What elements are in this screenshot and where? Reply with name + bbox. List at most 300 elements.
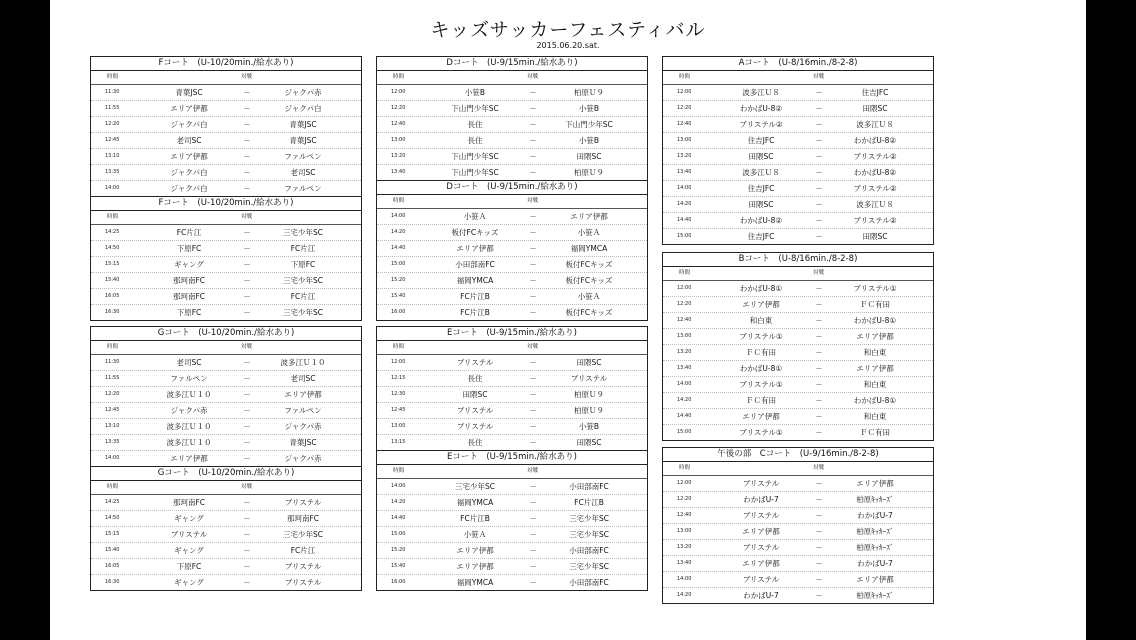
home-team: 那珂南FC (172, 292, 206, 301)
away-team: FC片江 (290, 546, 316, 555)
away-team: ジャクパ赤 (284, 454, 322, 463)
match-time: 16:30 (105, 579, 120, 585)
home-team: 三宅少年SC (455, 482, 495, 491)
away-team: 小笹B (578, 104, 600, 113)
home-team: エリア伊都 (742, 527, 780, 536)
match-row (663, 409, 933, 425)
match-row (377, 575, 647, 590)
versus-dash: － (243, 244, 251, 253)
match-time: 11:55 (105, 105, 120, 111)
match-time: 14:25 (105, 499, 120, 505)
match-time: 15:40 (391, 563, 406, 569)
match-row (377, 371, 647, 387)
versus-dash: － (815, 543, 823, 552)
match-column-label: 対戦 (241, 214, 253, 220)
match-time: 15:00 (677, 429, 692, 435)
versus-dash: － (529, 168, 537, 177)
versus-dash: － (815, 88, 823, 97)
schedule-sheet (50, 0, 1086, 640)
away-team: 三宅少年SC (283, 276, 323, 285)
away-team: ブリステル (284, 498, 322, 507)
versus-dash: － (243, 184, 251, 193)
match-time: 16:00 (391, 309, 406, 315)
versus-dash: － (815, 168, 823, 177)
versus-dash: － (815, 396, 823, 405)
match-time: 14:00 (391, 483, 406, 489)
away-team: 三宅少年SC (569, 530, 609, 539)
versus-dash: － (243, 530, 251, 539)
match-time: 14:50 (105, 515, 120, 521)
match-row (91, 85, 361, 101)
away-team: ブリステル② (853, 152, 897, 161)
versus-dash: － (815, 591, 823, 600)
home-team: ブリステル (742, 511, 780, 520)
match-time: 13:10 (105, 153, 120, 159)
match-time: 14:20 (677, 397, 692, 403)
away-team: 小田部南FC (569, 482, 609, 491)
home-team: ブリステル (456, 358, 494, 367)
match-row (663, 377, 933, 393)
versus-dash: － (243, 358, 251, 367)
home-team: 長住 (467, 438, 483, 447)
away-team: ジャクパ赤 (284, 88, 322, 97)
home-team: 福岡YMCA (456, 578, 494, 587)
away-team: エリア伊都 (570, 212, 608, 221)
versus-dash: － (815, 559, 823, 568)
match-column-label: 対戦 (527, 198, 539, 204)
versus-dash: － (815, 316, 823, 325)
away-team: 波多江Ｕ１０ (280, 358, 326, 367)
match-column-label: 対戦 (813, 74, 825, 80)
home-team: エリア伊都 (456, 244, 494, 253)
match-row (663, 297, 933, 313)
court-d-table (376, 56, 648, 321)
versus-dash: － (243, 276, 251, 285)
home-team: 和白東 (749, 316, 773, 325)
match-row (663, 361, 933, 377)
match-row (91, 511, 361, 527)
page-title: キッズサッカーフェスティバル (430, 19, 706, 41)
match-row (91, 355, 361, 371)
away-team: 柏原ｷｯｶｰｽﾞ (856, 591, 894, 600)
match-time: 15:20 (391, 277, 406, 283)
home-team: ブリステル (742, 575, 780, 584)
column-header-row (377, 195, 647, 209)
match-time: 12:00 (391, 359, 406, 365)
versus-dash: － (243, 292, 251, 301)
home-team: ブリステル② (739, 120, 783, 129)
home-team: 板付FCキッズ (451, 228, 499, 237)
versus-dash: － (815, 511, 823, 520)
home-team: 住吉JFC (747, 232, 775, 241)
home-team: ギャング (174, 578, 204, 587)
match-row (377, 403, 647, 419)
match-row (663, 345, 933, 361)
time-column-label: 時間 (393, 198, 405, 204)
home-team: 小笹Ａ (463, 530, 487, 539)
time-column-label: 時間 (107, 344, 119, 350)
column-header-row (91, 211, 361, 225)
versus-dash: － (815, 428, 823, 437)
home-team: 田隈SC (748, 152, 774, 161)
versus-dash: － (243, 438, 251, 447)
home-team: 下山門少年SC (451, 168, 499, 177)
versus-dash: － (529, 260, 537, 269)
match-time: 12:40 (677, 512, 692, 518)
home-team: 老司SC (176, 358, 202, 367)
versus-dash: － (815, 184, 823, 193)
match-row (91, 225, 361, 241)
versus-dash: － (815, 284, 823, 293)
versus-dash: － (243, 454, 251, 463)
versus-dash: － (243, 498, 251, 507)
court-header: Aコート (U-8/16min./8-2-8) (663, 57, 933, 71)
away-team: 柏原Ｕ９ (574, 168, 604, 177)
away-team: ブリステル② (853, 184, 897, 193)
home-team: エリア伊都 (170, 104, 208, 113)
time-column-label: 時間 (679, 465, 691, 471)
versus-dash: － (243, 578, 251, 587)
match-row (91, 575, 361, 590)
column-header-row (377, 341, 647, 355)
match-time: 12:40 (677, 121, 692, 127)
away-team: わかばU-8② (853, 136, 897, 145)
match-row (663, 313, 933, 329)
versus-dash: － (815, 527, 823, 536)
match-time: 16:05 (105, 293, 120, 299)
home-team: ギャング (174, 514, 204, 523)
home-team: わかばU-8② (739, 104, 783, 113)
home-team: ギャング (174, 260, 204, 269)
court-header: Eコート (U-9/15min./給水あり) (377, 450, 647, 465)
home-team: 長住 (467, 374, 483, 383)
away-team: 三宅少年SC (569, 562, 609, 571)
away-team: ブリステル (284, 562, 322, 571)
versus-dash: － (243, 152, 251, 161)
versus-dash: － (529, 374, 537, 383)
match-row (377, 225, 647, 241)
home-team: ギャング (174, 546, 204, 555)
home-team: ブリステル (170, 530, 208, 539)
home-team: わかばU-7 (743, 591, 779, 600)
away-team: 柏原Ｕ９ (574, 390, 604, 399)
versus-dash: － (243, 136, 251, 145)
match-row (377, 209, 647, 225)
match-row (377, 419, 647, 435)
away-team: 老司SC (290, 374, 316, 383)
home-team: 波多江Ｕ１０ (166, 390, 212, 399)
match-time: 13:35 (105, 439, 120, 445)
away-team: 小笹Ａ (577, 228, 601, 237)
match-list (377, 479, 647, 590)
match-time: 14:00 (677, 381, 692, 387)
versus-dash: － (529, 390, 537, 399)
versus-dash: － (243, 546, 251, 555)
match-row (663, 181, 933, 197)
match-list (91, 85, 361, 196)
match-row (377, 543, 647, 559)
match-time: 12:40 (391, 121, 406, 127)
match-time: 14:50 (105, 245, 120, 251)
match-row (377, 305, 647, 320)
versus-dash: － (529, 136, 537, 145)
home-team: 波多江Ｕ１０ (166, 422, 212, 431)
away-team: エリア伊都 (856, 479, 894, 488)
versus-dash: － (243, 308, 251, 317)
match-time: 13:20 (677, 153, 692, 159)
home-team: わかばU-8② (739, 216, 783, 225)
home-team: エリア伊都 (742, 559, 780, 568)
home-team: 那珂南FC (172, 276, 206, 285)
match-time: 15:00 (677, 233, 692, 239)
away-team: ブリステル (570, 374, 608, 383)
home-team: 波多江Ｕ８ (742, 168, 780, 177)
column-header-row (377, 465, 647, 479)
away-team: 和白東 (863, 348, 887, 357)
versus-dash: － (243, 422, 251, 431)
versus-dash: － (529, 244, 537, 253)
match-time: 15:00 (391, 261, 406, 267)
court-header: Gコート (U-10/20min./給水あり) (91, 327, 361, 341)
versus-dash: － (815, 479, 823, 488)
match-time: 16:30 (105, 309, 120, 315)
court-e-table (376, 326, 648, 591)
match-row (91, 273, 361, 289)
match-row (377, 165, 647, 180)
match-row (91, 117, 361, 133)
home-team: 小田部南FC (455, 260, 495, 269)
home-team: 青葉JSC (175, 88, 203, 97)
court-a-table (662, 56, 934, 245)
away-team: ファルペン (284, 184, 322, 193)
match-time: 13:40 (677, 169, 692, 175)
match-row (91, 101, 361, 117)
home-team: ブリステル (456, 422, 494, 431)
match-row (663, 85, 933, 101)
versus-dash: － (243, 228, 251, 237)
versus-dash: － (529, 530, 537, 539)
time-column-label: 時間 (393, 74, 405, 80)
away-team: 三宅少年SC (283, 308, 323, 317)
court-header: Bコート (U-8/16min./8-2-8) (663, 253, 933, 267)
match-row (663, 229, 933, 244)
time-column-label: 時間 (107, 74, 119, 80)
away-team: 田隈SC (862, 104, 888, 113)
match-row (91, 289, 361, 305)
versus-dash: － (815, 104, 823, 113)
match-time: 13:40 (677, 365, 692, 371)
time-column-label: 時間 (393, 468, 405, 474)
match-list (663, 85, 933, 244)
match-row (91, 543, 361, 559)
match-time: 13:00 (391, 137, 406, 143)
home-team: ブリステル① (739, 380, 783, 389)
match-row (91, 387, 361, 403)
match-row (663, 556, 933, 572)
time-column-label: 時間 (107, 214, 119, 220)
versus-dash: － (529, 292, 537, 301)
match-row (663, 281, 933, 297)
away-team: わかばU-8② (853, 168, 897, 177)
match-column-label: 対戦 (241, 74, 253, 80)
match-time: 16:05 (105, 563, 120, 569)
home-team: 田隈SC (462, 390, 488, 399)
match-row (377, 495, 647, 511)
match-time: 14:40 (391, 515, 406, 521)
versus-dash: － (529, 422, 537, 431)
home-team: 下山門少年SC (451, 152, 499, 161)
match-list (91, 495, 361, 590)
match-time: 12:00 (391, 89, 406, 95)
away-team: 和白東 (863, 380, 887, 389)
match-row (663, 524, 933, 540)
home-team: 小笹B (464, 88, 486, 97)
versus-dash: － (529, 406, 537, 415)
versus-dash: － (815, 412, 823, 421)
match-time: 12:20 (677, 496, 692, 502)
away-team: 小田部南FC (569, 578, 609, 587)
court-header: Fコート (U-10/20min./給水あり) (91, 57, 361, 71)
home-team: エリア伊都 (170, 152, 208, 161)
away-team: 下原FC (290, 260, 316, 269)
away-team: 福岡YMCA (570, 244, 608, 253)
home-team: 那珂南FC (172, 498, 206, 507)
home-team: ファルペン (170, 374, 208, 383)
home-team: 下原FC (176, 308, 202, 317)
match-time: 13:00 (677, 333, 692, 339)
away-team: ブリステル② (853, 216, 897, 225)
home-team: ジャクパ白 (170, 120, 208, 129)
away-team: エリア伊都 (856, 332, 894, 341)
away-team: ＦＣ有田 (860, 428, 890, 437)
match-row (377, 85, 647, 101)
home-team: ブリステル① (739, 428, 783, 437)
column-header-row (91, 341, 361, 355)
home-team: わかばU-7 (743, 495, 779, 504)
match-time: 13:20 (677, 544, 692, 550)
column-header-row (91, 71, 361, 85)
match-row (91, 403, 361, 419)
match-row (91, 559, 361, 575)
match-time: 15:15 (105, 531, 120, 537)
versus-dash: － (243, 514, 251, 523)
versus-dash: － (815, 380, 823, 389)
match-row (377, 257, 647, 273)
match-list (377, 355, 647, 450)
match-row (91, 133, 361, 149)
match-time: 14:00 (677, 185, 692, 191)
match-time: 13:20 (391, 153, 406, 159)
home-team: ジャクパ赤 (170, 406, 208, 415)
column-header-row (377, 71, 647, 85)
away-team: ファルペン (284, 406, 322, 415)
match-row (377, 289, 647, 305)
match-row (91, 435, 361, 451)
away-team: 小笹B (578, 136, 600, 145)
match-row (91, 305, 361, 320)
versus-dash: － (243, 104, 251, 113)
match-row (377, 387, 647, 403)
match-row (663, 540, 933, 556)
versus-dash: － (529, 514, 537, 523)
column-header-row (663, 71, 933, 85)
match-row (377, 559, 647, 575)
match-time: 13:00 (677, 137, 692, 143)
versus-dash: － (529, 546, 537, 555)
home-team: 下山門少年SC (451, 104, 499, 113)
away-team: エリア伊都 (284, 390, 322, 399)
match-time: 14:20 (391, 499, 406, 505)
match-column-label: 対戦 (813, 270, 825, 276)
court-f-table (90, 56, 362, 321)
match-list (377, 85, 647, 180)
match-row (663, 572, 933, 588)
home-team: 下原FC (176, 244, 202, 253)
match-row (91, 495, 361, 511)
court-header: Dコート (U-9/15min./給水あり) (377, 57, 647, 71)
away-team: FC片江B (574, 498, 604, 507)
column-header-row (663, 462, 933, 476)
court-header: 午後の部 Cコート (U-9/16min./8-2-8) (663, 448, 933, 462)
match-time: 14:40 (391, 245, 406, 251)
home-team: ブリステル (456, 406, 494, 415)
match-time: 15:40 (105, 277, 120, 283)
away-team: 青葉JSC (289, 136, 317, 145)
match-row (377, 241, 647, 257)
match-time: 14:00 (105, 455, 120, 461)
home-team: エリア伊都 (456, 562, 494, 571)
match-row (377, 355, 647, 371)
match-row (91, 527, 361, 543)
away-team: ブリステル① (853, 284, 897, 293)
versus-dash: － (815, 364, 823, 373)
away-team: 波多江Ｕ８ (856, 120, 894, 129)
match-column-label: 対戦 (241, 484, 253, 490)
match-row (663, 149, 933, 165)
match-time: 13:00 (391, 423, 406, 429)
match-time: 12:20 (391, 105, 406, 111)
match-time: 12:20 (677, 105, 692, 111)
match-time: 15:20 (391, 547, 406, 553)
match-column-label: 対戦 (527, 344, 539, 350)
match-time: 12:20 (105, 121, 120, 127)
match-time: 14:40 (677, 413, 692, 419)
versus-dash: － (815, 495, 823, 504)
away-team: 下山門少年SC (565, 120, 613, 129)
match-time: 14:25 (105, 229, 120, 235)
versus-dash: － (815, 200, 823, 209)
match-row (663, 197, 933, 213)
versus-dash: － (529, 578, 537, 587)
home-team: 下原FC (176, 562, 202, 571)
home-team: 波多江Ｕ８ (742, 88, 780, 97)
match-time: 15:40 (391, 293, 406, 299)
versus-dash: － (529, 276, 537, 285)
time-column-label: 時間 (393, 344, 405, 350)
time-column-label: 時間 (679, 74, 691, 80)
away-team: 柏原Ｕ９ (574, 406, 604, 415)
match-time: 14:20 (677, 592, 692, 598)
away-team: 青葉JSC (289, 438, 317, 447)
match-time: 12:00 (677, 89, 692, 95)
home-team: わかばU-8① (739, 284, 783, 293)
home-team: FC片江 (176, 228, 202, 237)
column-header-row (91, 481, 361, 495)
match-row (377, 149, 647, 165)
home-team: エリア伊都 (742, 412, 780, 421)
match-time: 15:40 (105, 547, 120, 553)
versus-dash: － (529, 482, 537, 491)
